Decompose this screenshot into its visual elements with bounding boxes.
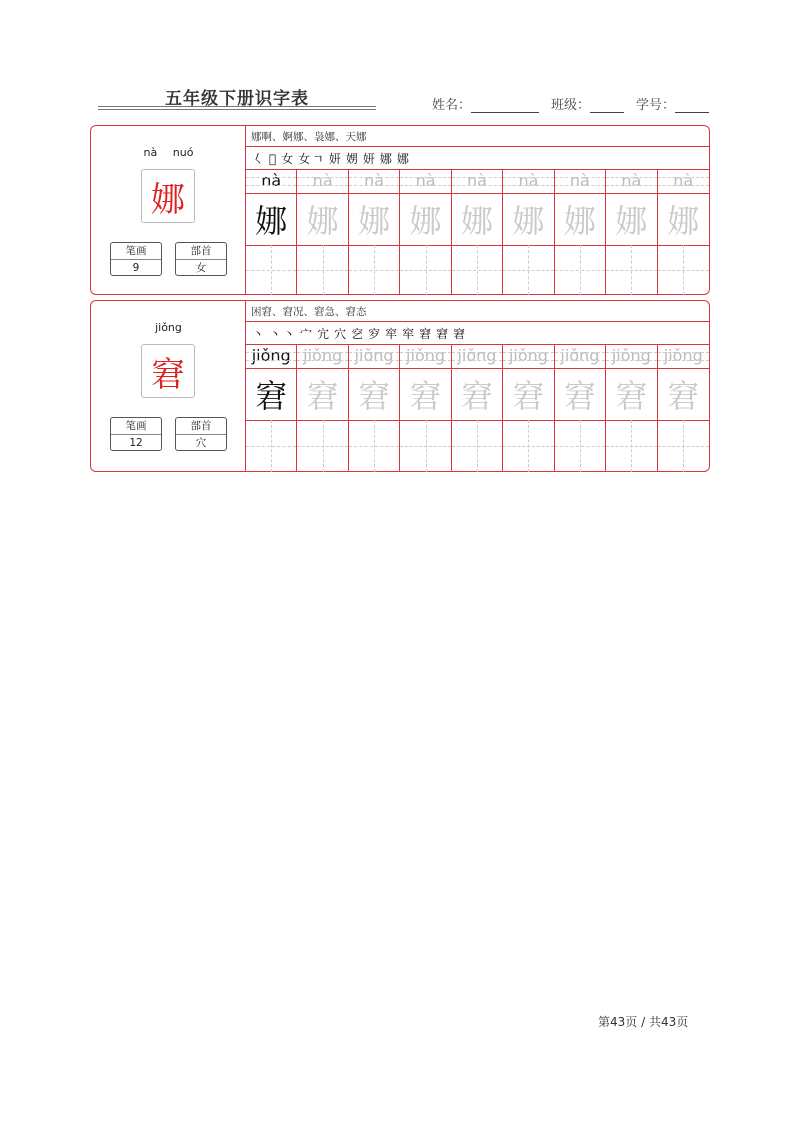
pinyin-guide-line (606, 177, 656, 178)
guide-line-horizontal (658, 446, 709, 447)
pinyin-guide-line (452, 360, 502, 361)
student-info (432, 94, 709, 113)
practice-char: 娜 (512, 202, 545, 240)
practice-char: 窘 (255, 377, 288, 415)
practice-char: 窘 (512, 377, 545, 415)
practice-panel (246, 301, 709, 471)
practice-pinyin: nà (518, 171, 539, 190)
practice-cell[interactable] (297, 420, 348, 472)
character-card-jiong (90, 300, 710, 472)
pinyin-guide-line (606, 352, 656, 353)
stroke-step: 娚 (345, 152, 360, 166)
stroke-step: 娜 (379, 152, 394, 166)
pinyin-guide-line (246, 352, 296, 353)
practice-cell[interactable] (658, 420, 709, 472)
practice-cell[interactable] (246, 420, 297, 472)
practice-char: 娜 (667, 202, 700, 240)
pinyin-guide-line (503, 185, 553, 186)
practice-pinyin: nà (364, 171, 385, 190)
stroke-step: 丶 (252, 327, 267, 341)
guide-line-horizontal (555, 446, 605, 447)
guide-line-horizontal (503, 446, 553, 447)
practice-grid-bottom (246, 420, 709, 472)
practice-grid-top (246, 169, 709, 245)
stroke-step: 窘 (436, 327, 451, 341)
practice-grid-top (246, 344, 709, 420)
practice-cell[interactable] (452, 169, 503, 245)
guide-line-horizontal (658, 270, 709, 271)
strokes-value: 12 (129, 437, 143, 449)
pinyin-guide-line (503, 360, 553, 361)
stroke-step: 宀 (300, 327, 315, 341)
stroke-step: 窂 (402, 327, 417, 341)
stroke-step: 娜 (396, 152, 411, 166)
practice-char: 窘 (615, 377, 648, 415)
guide-line-horizontal (400, 446, 450, 447)
guide-line-horizontal (452, 446, 502, 447)
pinyin-guide-line (297, 177, 347, 178)
stroke-step: 妍 (362, 152, 377, 166)
pinyin-guide-line (452, 185, 502, 186)
practice-pinyin: jiǒng (663, 346, 703, 365)
guide-line-horizontal (297, 446, 347, 447)
pinyin-guide-line (246, 360, 296, 361)
stroke-step: 女 (281, 152, 296, 166)
practice-cell[interactable] (246, 169, 297, 245)
practice-cell[interactable] (400, 420, 451, 472)
practice-char: 娜 (409, 202, 442, 240)
stroke-step: 𡿨 (252, 152, 267, 166)
practice-cell[interactable] (349, 344, 400, 420)
radical-label: 部首 (176, 243, 226, 260)
practice-cell[interactable] (452, 245, 503, 295)
pinyin-guide-line (400, 185, 450, 186)
divider (246, 321, 709, 322)
practice-cell[interactable] (297, 245, 348, 295)
stroke-order (252, 150, 414, 167)
practice-pinyin: jiǒng (251, 346, 291, 365)
stroke-step: 窘 (419, 327, 434, 341)
pinyin-guide-line (555, 177, 605, 178)
practice-pinyin: nà (621, 171, 642, 190)
character-card-na (90, 125, 710, 295)
class-label: 班级： (551, 98, 591, 113)
example-words: 困窘、窘况、窘急、窘态 (251, 306, 367, 318)
pinyin-guide-line (297, 352, 347, 353)
practice-cell[interactable] (349, 169, 400, 245)
radical-box (175, 417, 227, 451)
practice-cell[interactable] (658, 344, 709, 420)
pinyin-guide-line (349, 177, 399, 178)
pinyin-guide-line (246, 177, 296, 178)
pinyin-guide-line (400, 352, 450, 353)
strokes-box (110, 242, 162, 276)
character-info-panel (91, 126, 246, 294)
strokes-label: 笔画 (111, 243, 161, 260)
guide-line-horizontal (503, 270, 553, 271)
strokes-value: 9 (132, 262, 140, 274)
name-label: 姓名： (432, 98, 472, 113)
practice-panel (246, 126, 709, 294)
practice-char: 娜 (358, 202, 391, 240)
pinyin-guide-line (555, 360, 605, 361)
practice-cell[interactable] (349, 245, 400, 295)
practice-pinyin: jiǒng (457, 346, 497, 365)
radical-value: 穴 (195, 437, 207, 449)
guide-line-horizontal (606, 270, 656, 271)
practice-cell[interactable] (297, 344, 348, 420)
stroke-step: 穴 (334, 327, 349, 341)
practice-pinyin: nà (467, 171, 487, 190)
stroke-step: 宂 (317, 327, 332, 341)
practice-char: 窘 (306, 377, 339, 415)
pinyin-guide-line (400, 360, 450, 361)
pinyin-guide-line (658, 352, 709, 353)
practice-cell[interactable] (555, 245, 606, 295)
class-field[interactable] (590, 100, 624, 113)
practice-cell[interactable] (606, 169, 657, 245)
character-pinyin: jiǒng (155, 321, 182, 334)
example-words: 娜啊、婀娜、袅娜、天娜 (251, 131, 367, 143)
stroke-step: 𡚤 (269, 152, 279, 166)
practice-char: 娜 (255, 202, 288, 240)
practice-cell[interactable] (400, 169, 451, 245)
practice-cell[interactable] (503, 245, 554, 295)
practice-pinyin: jiǒng (354, 346, 394, 365)
practice-grid-bottom (246, 245, 709, 295)
pinyin-guide-line (246, 185, 296, 186)
name-field[interactable] (471, 100, 539, 113)
pinyin-guide-line (606, 360, 656, 361)
number-field[interactable] (675, 100, 709, 113)
pinyin-guide-line (349, 352, 399, 353)
practice-cell[interactable] (555, 169, 606, 245)
pinyin-guide-line (658, 177, 709, 178)
practice-cell[interactable] (400, 245, 451, 295)
practice-char: 窘 (563, 377, 596, 415)
practice-char: 窘 (409, 377, 442, 415)
practice-pinyin: jiǒng (508, 346, 548, 365)
practice-cell[interactable] (503, 420, 554, 472)
practice-cell[interactable] (349, 420, 400, 472)
title-underline-1 (98, 106, 376, 107)
practice-pinyin: nà (569, 171, 590, 190)
stroke-step: 妍 (328, 152, 343, 166)
pinyin-guide-line (658, 185, 709, 186)
practice-pinyin: jiǒng (303, 346, 343, 365)
practice-char: 娜 (460, 202, 493, 240)
guide-line-horizontal (400, 270, 450, 271)
stroke-step: 穸 (368, 327, 383, 341)
stroke-step: 窂 (385, 327, 400, 341)
pinyin-guide-line (400, 177, 450, 178)
guide-line-horizontal (246, 446, 296, 447)
practice-cell[interactable] (503, 169, 554, 245)
practice-cell[interactable] (658, 245, 709, 295)
title-underline-2 (98, 109, 376, 110)
worksheet-title: 五年级下册识字表 (165, 89, 309, 109)
radical-box (175, 242, 227, 276)
practice-pinyin: jiǒng (406, 346, 446, 365)
pinyin-guide-line (658, 360, 709, 361)
practice-cell[interactable] (452, 344, 503, 420)
practice-cell[interactable] (658, 169, 709, 245)
pinyin-guide-line (555, 352, 605, 353)
practice-cell[interactable] (452, 420, 503, 472)
strokes-label: 笔画 (111, 418, 161, 435)
practice-cell[interactable] (246, 245, 297, 295)
practice-cell[interactable] (246, 344, 297, 420)
pinyin-guide-line (503, 177, 553, 178)
pinyin-guide-line (297, 360, 347, 361)
pinyin-guide-line (606, 185, 656, 186)
pinyin-guide-line (555, 185, 605, 186)
guide-line-horizontal (452, 270, 502, 271)
practice-pinyin: nà (415, 171, 436, 190)
number-label: 学号： (636, 98, 676, 113)
guide-line-horizontal (349, 446, 399, 447)
practice-char: 娜 (563, 202, 596, 240)
stroke-step: 穵 (351, 327, 366, 341)
character-display: 窘 (141, 344, 195, 398)
practice-cell[interactable] (606, 344, 657, 420)
divider (246, 146, 709, 147)
practice-pinyin: nà (673, 171, 694, 190)
page-number: 第43页 / 共43页 (598, 1015, 689, 1029)
practice-cell[interactable] (606, 245, 657, 295)
radical-value: 女 (195, 262, 207, 274)
pinyin-guide-line (503, 352, 553, 353)
character-info-panel (91, 301, 246, 471)
practice-char: 窘 (358, 377, 391, 415)
character-display: 娜 (141, 169, 195, 223)
practice-pinyin: nà (312, 171, 333, 190)
stroke-order (252, 325, 470, 342)
pinyin-guide-line (452, 177, 502, 178)
strokes-box (110, 417, 162, 451)
practice-char: 窘 (460, 377, 493, 415)
guide-line-horizontal (246, 270, 296, 271)
guide-line-horizontal (349, 270, 399, 271)
stroke-step: 丶丶 (269, 327, 298, 341)
practice-cell[interactable] (555, 420, 606, 472)
stroke-step: 窘 (453, 327, 468, 341)
character-pinyin: nà nuó (143, 146, 194, 159)
practice-cell[interactable] (555, 344, 606, 420)
guide-line-horizontal (555, 270, 605, 271)
practice-cell[interactable] (503, 344, 554, 420)
guide-line-horizontal (297, 270, 347, 271)
practice-pinyin: jiǒng (611, 346, 651, 365)
practice-pinyin: jiǒng (560, 346, 600, 365)
practice-char: 娜 (615, 202, 648, 240)
pinyin-guide-line (297, 185, 347, 186)
practice-char: 娜 (306, 202, 339, 240)
practice-cell[interactable] (400, 344, 451, 420)
practice-pinyin: nà (261, 171, 282, 190)
pinyin-guide-line (349, 185, 399, 186)
stroke-step: 女ㄱ (298, 152, 326, 166)
practice-cell[interactable] (606, 420, 657, 472)
pinyin-guide-line (452, 352, 502, 353)
guide-line-horizontal (606, 446, 656, 447)
practice-char: 窘 (667, 377, 700, 415)
practice-cell[interactable] (297, 169, 348, 245)
radical-label: 部首 (176, 418, 226, 435)
pinyin-guide-line (349, 360, 399, 361)
